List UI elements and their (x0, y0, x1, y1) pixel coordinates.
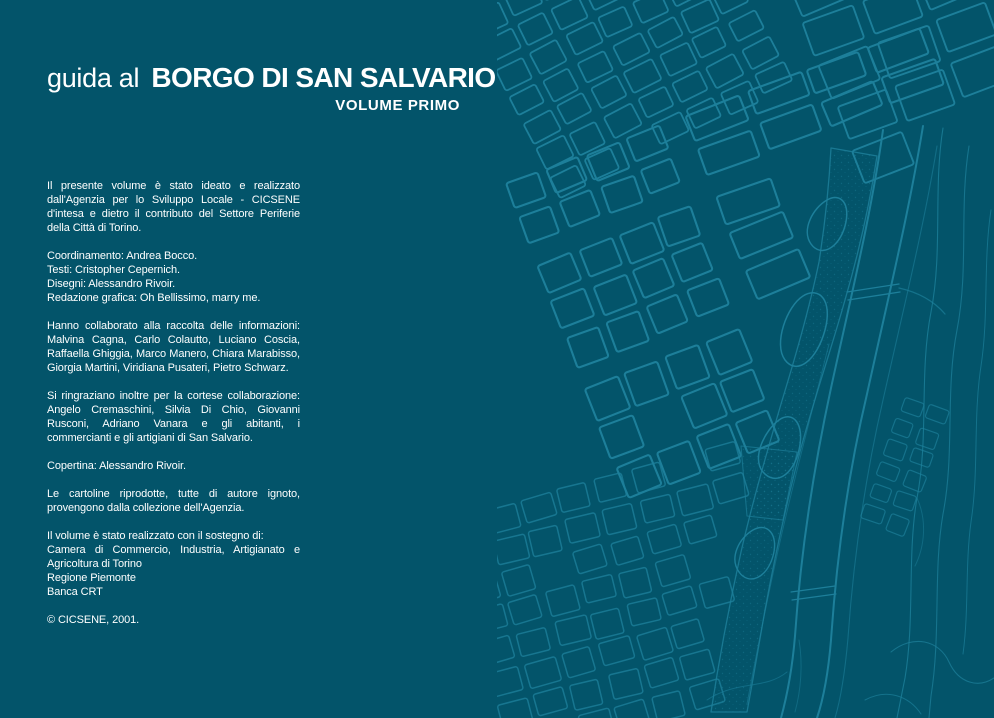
street-map-graphic (497, 0, 994, 718)
title-prefix: guida al (47, 63, 140, 93)
credit-line: Redazione grafica: Oh Bellissimo, marry me. (47, 292, 261, 304)
title-block (47, 62, 496, 115)
copyright-line: © CICSENE, 2001. (47, 614, 140, 626)
credits-list (47, 249, 300, 305)
supporter-line: Regione Piemonte (47, 572, 136, 584)
postcards-note: Le cartoline riprodotte, tutte di autore ignoto, provengono dalla collezione dell'Agenzia. (47, 488, 300, 514)
credit-line: Testi: Cristopher Cepernich. (47, 264, 180, 276)
credit-line: Disegni: Alessandro Rivoir. (47, 278, 176, 290)
supporter-line: Camera di Commercio, Industria, Artigianato e Agricoltura di Torino (47, 544, 300, 570)
title-main: BORGO DI SAN SALVARIO (151, 62, 496, 93)
intro-paragraph: Il presente volume è stato ideato e realizzato dall'Agenzia per lo Sviluppo Locale - CICSENE d'intesa e dietro il contributo del Settore Periferie della Città di Torino. (47, 180, 300, 234)
colophon-text (47, 179, 300, 641)
collaborators-paragraph: Hanno collaborato alla raccolta delle informazioni: Malvina Cagna, Carlo Colautto, Luciano Coscia, Raffaella Ghiggia, Marco Manero, Chiara Marabisso, Giorgia Martini, Viridiana Pusateri, Pietro Schwarz. (47, 320, 300, 374)
page-title (47, 62, 496, 93)
thanks-paragraph: Si ringraziano inoltre per la cortese collaborazione: Angelo Cremaschini, Silvia Di Chio, Giovanni Rusconi, Adriano Vanara e gli abitanti, i commercianti e gli artigiani di San Salvario. (47, 390, 300, 444)
supporter-line: Banca CRT (47, 586, 103, 598)
support-intro: Il volume è stato realizzato con il sostegno di: (47, 530, 264, 542)
support-block (47, 529, 300, 599)
credit-line: Coordinamento: Andrea Bocco. (47, 250, 198, 262)
cover-credit: Copertina: Alessandro Rivoir. (47, 460, 186, 472)
volume-subtitle: VOLUME PRIMO (335, 97, 460, 115)
